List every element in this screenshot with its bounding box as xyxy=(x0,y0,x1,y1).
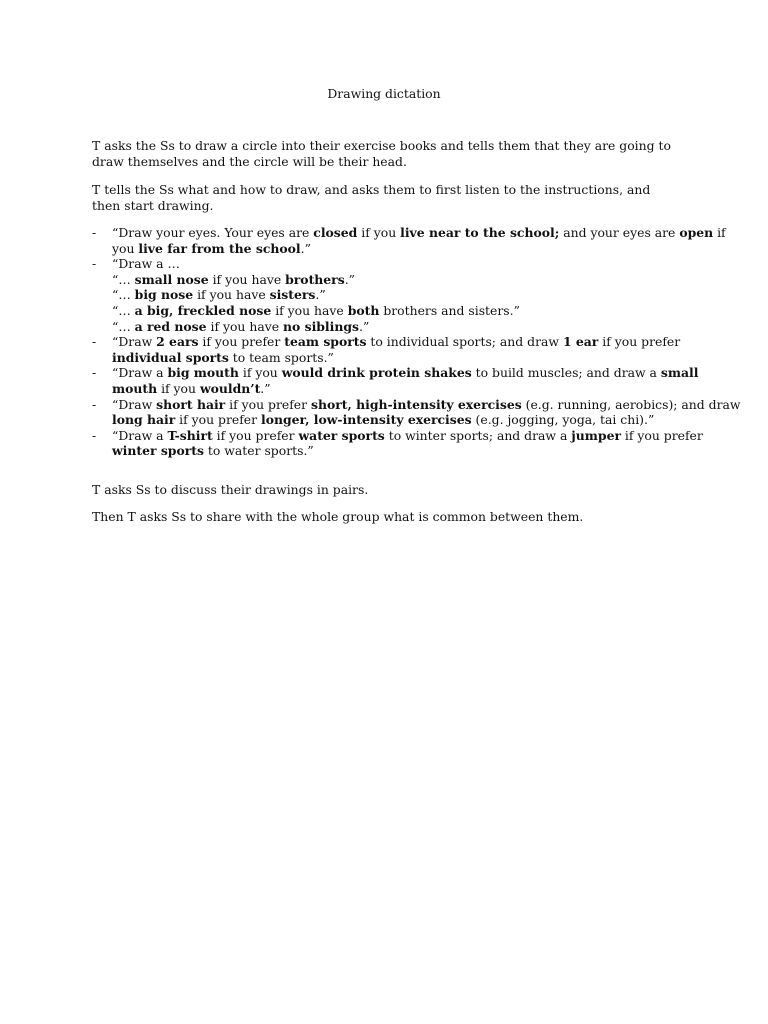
body-text: to build muscles; and draw a xyxy=(471,365,661,381)
outro-paragraph-2: Then T asks Ss to share with the whole group what is common between them. xyxy=(92,509,584,524)
body-text: “… xyxy=(112,318,135,334)
body-text: “Draw a xyxy=(112,365,168,381)
emphasis-text: both xyxy=(347,302,380,318)
page-title: Drawing dictation xyxy=(327,86,441,101)
body-text: “Draw xyxy=(112,334,157,350)
list-item-line xyxy=(112,350,682,366)
body-text: if you have xyxy=(206,318,283,334)
body-text: .” xyxy=(300,240,311,256)
list-item xyxy=(92,365,699,396)
bullet-marker: - xyxy=(92,256,97,272)
emphasis-text: sisters xyxy=(269,287,316,303)
instruction-list xyxy=(92,225,741,459)
list-item-line xyxy=(112,287,682,303)
emphasis-text: a red nose xyxy=(134,318,207,334)
list-item xyxy=(92,256,682,334)
body-text: if xyxy=(713,225,726,240)
body-text: if you have xyxy=(271,302,348,318)
body-text: .” xyxy=(315,287,326,303)
emphasis-text: individual sports xyxy=(112,349,229,365)
body-text: brothers and sisters.” xyxy=(379,302,520,318)
body-text: (e.g. running, aerobics); and draw xyxy=(521,396,741,412)
emphasis-text: long hair xyxy=(112,412,176,428)
emphasis-text: live far from the school xyxy=(138,240,301,256)
body-text: “Draw a … xyxy=(112,256,180,272)
body-text: if you prefer xyxy=(198,334,285,350)
body-text: if you xyxy=(357,225,401,240)
body-text: if you prefer xyxy=(598,334,681,350)
body-text: if you prefer xyxy=(225,396,311,412)
body-text: .” xyxy=(260,380,271,396)
body-text: “Draw xyxy=(112,396,157,412)
emphasis-text: small xyxy=(660,365,699,381)
emphasis-text: big nose xyxy=(134,287,194,303)
emphasis-text: would drink protein shakes xyxy=(281,365,472,381)
body-text: if you xyxy=(238,365,282,381)
list-item-line xyxy=(112,396,741,413)
emphasis-text: longer, low-intensity exercises xyxy=(261,412,472,428)
emphasis-text: mouth xyxy=(112,380,158,396)
list-item-line xyxy=(112,334,682,350)
list-item-line xyxy=(112,272,682,288)
body-text: if you prefer xyxy=(212,427,299,443)
list-item-line xyxy=(112,381,682,397)
list-item-line xyxy=(112,241,682,257)
list-item-line xyxy=(112,303,682,319)
emphasis-text: short, high-intensity exercises xyxy=(311,396,522,412)
emphasis-text: T-shirt xyxy=(167,427,213,443)
list-item xyxy=(92,334,682,365)
emphasis-text: closed xyxy=(313,225,358,240)
emphasis-text: brothers xyxy=(285,271,345,287)
list-item-line xyxy=(112,319,682,335)
body-text: if you prefer xyxy=(175,412,262,428)
body-text: .” xyxy=(344,271,355,287)
list-item-line xyxy=(112,256,682,272)
intro-paragraph-2: T tells the Ss what and how to draw, and asks them to first listen to the instructions, and then start drawing. xyxy=(92,182,651,213)
list-item-line xyxy=(112,365,699,381)
body-text: if you prefer xyxy=(620,427,703,443)
emphasis-text: no siblings xyxy=(283,318,359,334)
intro-paragraph-1: T asks the Ss to draw a circle into their exercise books and tells them that they are going to draw themselves and the circle will be their head. xyxy=(92,138,671,169)
emphasis-text: open xyxy=(679,225,714,240)
list-item xyxy=(92,396,741,428)
outro-paragraph-1: T asks Ss to discuss their drawings in pairs. xyxy=(92,482,369,497)
bullet-marker: - xyxy=(92,396,97,412)
body-text: and your eyes are xyxy=(559,225,680,240)
bullet-marker: - xyxy=(92,225,97,240)
list-item xyxy=(92,427,703,459)
body-text: “Draw a xyxy=(112,427,168,443)
list-item-line xyxy=(112,427,703,444)
emphasis-text: 2 ears xyxy=(156,334,199,350)
body-text: “… xyxy=(112,302,135,318)
body-text: to winter sports; and draw a xyxy=(384,427,572,443)
emphasis-text: jumper xyxy=(571,427,621,443)
emphasis-text: short hair xyxy=(156,396,226,412)
list-item-line xyxy=(112,412,682,428)
body-text: if you xyxy=(157,380,200,396)
body-text: to team sports.” xyxy=(228,349,334,365)
body-text: if you have xyxy=(208,271,286,287)
body-text: “… xyxy=(112,287,135,303)
bullet-marker: - xyxy=(92,365,97,381)
body-text: .” xyxy=(359,318,370,334)
emphasis-text: wouldn’t xyxy=(199,380,261,396)
body-text: if you have xyxy=(193,287,270,303)
emphasis-text: big mouth xyxy=(167,365,239,381)
body-text: “Draw your eyes. Your eyes are xyxy=(112,225,314,240)
bullet-marker: - xyxy=(92,334,97,350)
body-text: to individual sports; and draw xyxy=(366,334,563,350)
emphasis-text: team sports xyxy=(284,334,367,350)
body-text: you xyxy=(112,240,139,256)
list-item-line xyxy=(112,225,726,241)
emphasis-text: a big, freckled nose xyxy=(134,302,272,318)
emphasis-text: small nose xyxy=(134,271,209,287)
bullet-marker: - xyxy=(92,427,97,443)
emphasis-text: 1 ear xyxy=(562,334,599,350)
emphasis-text: live near to the school; xyxy=(400,225,560,240)
emphasis-text: water sports xyxy=(298,427,385,443)
body-text: to water sports.” xyxy=(203,443,314,459)
list-item-line xyxy=(112,443,682,459)
body-text: (e.g. jogging, yoga, tai chi).” xyxy=(471,412,655,428)
list-item xyxy=(92,225,726,256)
emphasis-text: winter sports xyxy=(112,443,204,459)
body-text: “… xyxy=(112,271,135,287)
